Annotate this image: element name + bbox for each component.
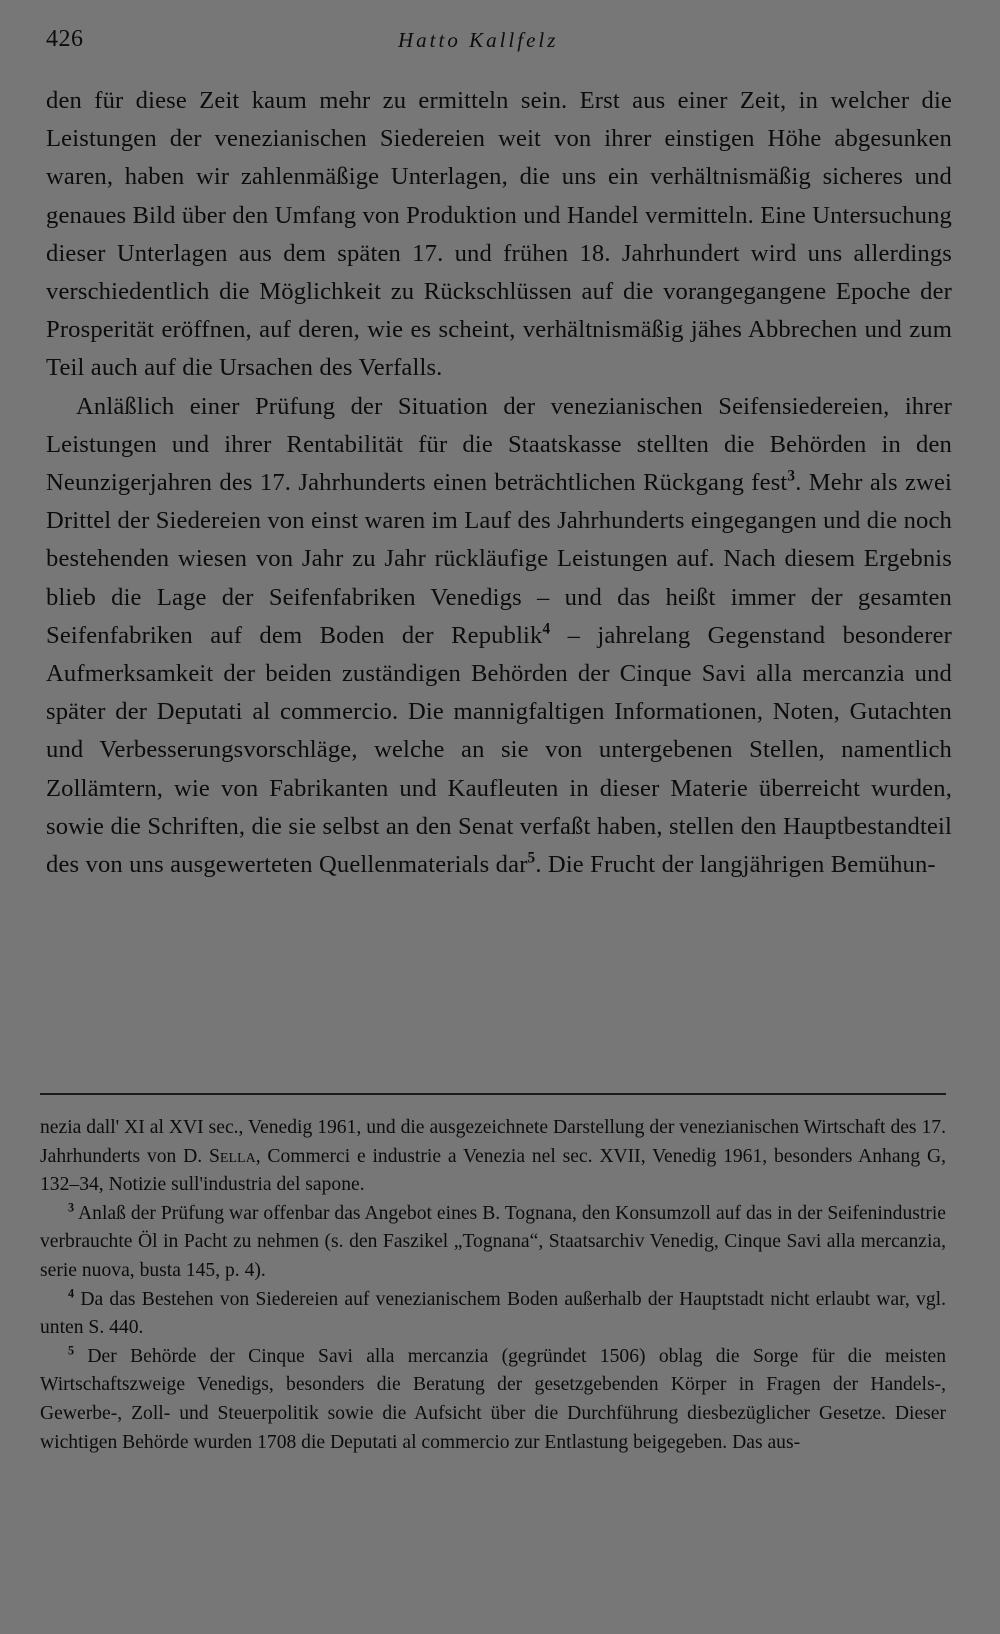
paragraph-text: . Mehr als zwei Drittel der Siedereien von einst waren im Lauf des Jahrhunderts eingegangen und die noch bestehenden wiesen von Jahr zu Jahr rückläufige Leistungen auf. Nach diesem Ergebnis blieb die Lage der Seifenfabriken Venedigs – und das heißt immer der gesamten Seifenfabriken auf dem Boden der Republik bbox=[46, 469, 952, 649]
footnote-divider bbox=[40, 1093, 946, 1095]
footnote-ref-4[interactable]: 4 bbox=[542, 620, 551, 638]
paragraph bbox=[46, 388, 952, 885]
footnote-5 bbox=[40, 1343, 946, 1457]
footnote-text: Da das Bestehen von Siedereien auf venezianischem Boden außerhalb der Hauptstadt nicht erlaubt war, vgl. unten S. 440. bbox=[40, 1288, 946, 1339]
footnote-marker: 3 bbox=[68, 1200, 75, 1215]
footnote-text: , Commerci e industrie a Venezia nel sec. XVII, Venedig 1961, besonders Anhang G, 132–34, Notizie sull'industria del sapone. bbox=[40, 1145, 946, 1196]
footnote-3 bbox=[40, 1200, 946, 1286]
footnote-text: nezia dall' XI al XVI sec., Venedig 1961, und die ausgezeichnete Darstellung der venezianischen Wirtschaft des 17. Jahrhunderts von D. bbox=[40, 1117, 946, 1167]
footnote-ref-5[interactable]: 5 bbox=[527, 849, 536, 867]
footnotes bbox=[40, 1114, 946, 1457]
footnote-4 bbox=[40, 1286, 946, 1343]
footnote-ref-3[interactable]: 3 bbox=[787, 467, 796, 485]
page-number: 426 bbox=[46, 26, 84, 52]
main-text bbox=[46, 82, 952, 884]
paragraph-text: – jahrelang Gegenstand besonderer Aufmerksamkeit der beiden zuständigen Behörden der Cinque Savi alla mercanzia und später der Deputati al commercio. Die mannigfaltigen Informationen, Noten, Gutachten und Verbesserungsvorschläge, welche an sie von untergebenen Stellen, namentlich Zollämtern, wie von Fabrikanten und Kaufleuten in dieser Materie überreicht wurden, sowie die Schriften, die sie selbst an den Senat verfaßt haben, stellen den Hauptbestandteil des von uns ausgewerteten Quellenmaterials dar bbox=[46, 621, 952, 879]
footnote-marker: 4 bbox=[68, 1286, 75, 1301]
paragraph-continued: den für diese Zeit kaum mehr zu ermitteln sein. Erst aus einer Zeit, in welcher die Leistungen der venezianischen Siedereien weit von ihrer einstigen Höhe abgesunken waren, haben wir zahlenmäßige Unterlagen, die uns ein verhältnismäßig sicheres und genaues Bild über den Umfang von Produktion und Handel vermitteln. Eine Untersuchung dieser Unterlagen aus dem späten 17. und frühen 18. Jahrhundert wird uns allerdings verschiedentlich die Möglichkeit zu Rückschlüssen auf die vorangegangene Epoche der Prosperität eröffnen, auf deren, wie es scheint, verhältnismäßig jähes Abbrechen und zum Teil auch auf die Ursachen des Verfalls. bbox=[46, 87, 952, 382]
footnote-text: Der Behörde der Cinque Savi alla mercanzia (gegründet 1506) oblag die Sorge für die meisten Wirtschaftszweige Venedigs, besonders die Beratung der gesetzgebenden Körper in Fragen der Handels-, Gewerbe-, Zoll- und Steuerpolitik sowie die Aufsicht über die Durchführung diesbezüglicher Gesetze. Dieser wichtigen Behörde wurden 1708 die Deputati al commercio zur Entlastung beigegeben. Das aus- bbox=[40, 1345, 946, 1453]
running-head bbox=[46, 26, 954, 58]
paragraph-text: . Die Frucht der langjährigen Bemühun- bbox=[535, 851, 936, 879]
footnote-continued bbox=[40, 1114, 946, 1200]
footnote-text: Anlaß der Prüfung war offenbar das Angebot eines B. Tognana, den Konsumzoll auf das in der Seifenindustrie verbrauchte Öl in Pacht zu nehmen (s. den Faszikel „Tognana“, Staatsarchiv Venedig, Cinque Savi alla mercanzia, serie nuova, busta 145, p. 4). bbox=[40, 1202, 946, 1281]
paragraph-text: Anläßlich einer Prüfung der Situation der venezianischen Seifensiedereien, ihrer Leistungen und ihrer Rentabilität für die Staatskasse stellten die Behörden in den Neunzigerjahren des 17. Jahrhunderts einen beträchtlichen Rückgang fest bbox=[46, 392, 952, 497]
running-head-author: Hatto Kallfelz bbox=[398, 28, 559, 52]
author-name: Sella bbox=[209, 1145, 256, 1167]
footnote-marker: 5 bbox=[68, 1343, 75, 1358]
